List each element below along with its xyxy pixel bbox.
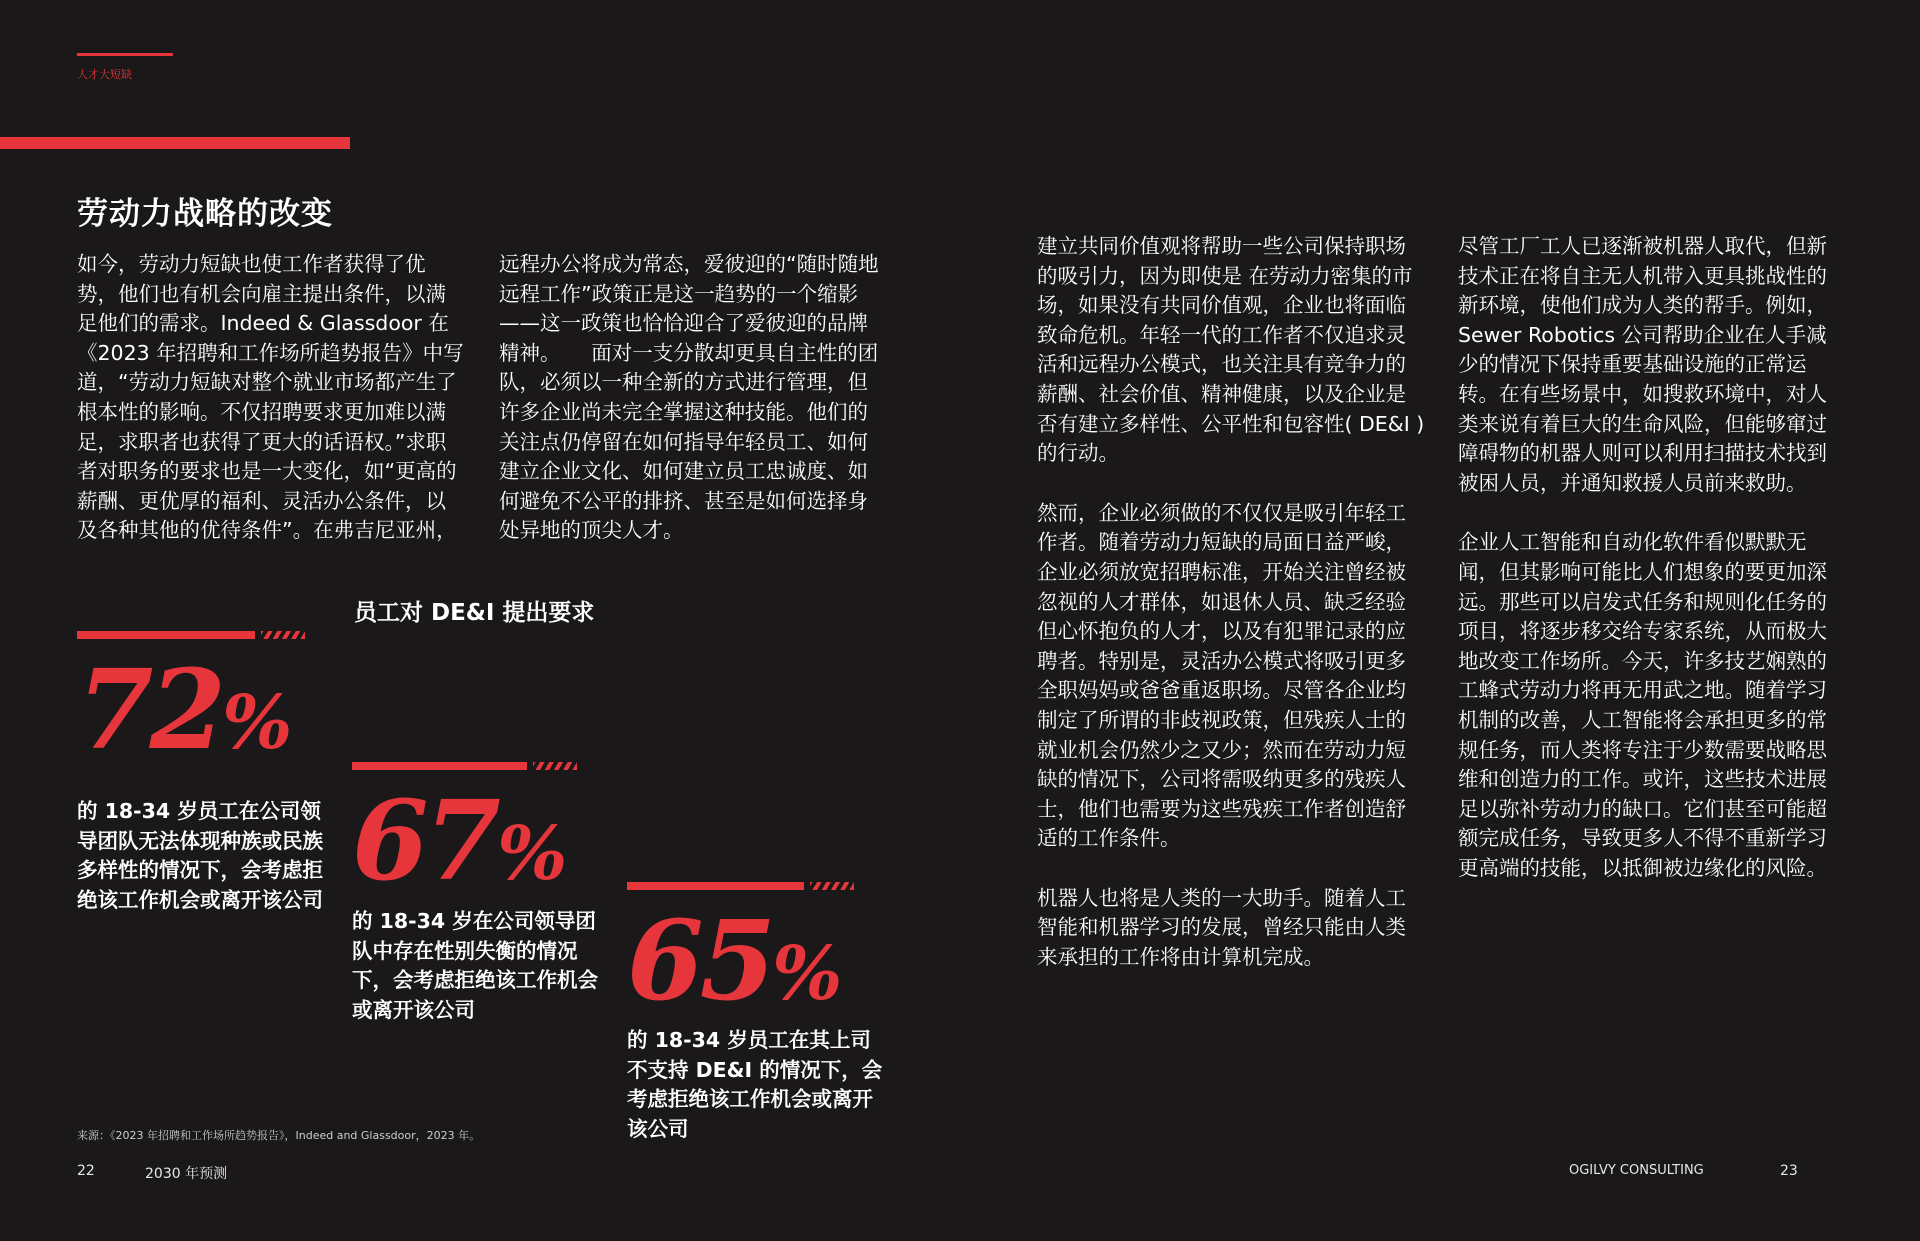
right-column-3 — [1037, 232, 1425, 973]
right-col3-paragraph: 然而，企业必须做的不仅仅是吸引年轻工作者。随着劳动力短缺的局面日益严峻，企业必须放宽招聘标准，开始关注曾经被忽视的人才群体，如退休人员、缺乏经验但心怀抱负的人才，以及有犯罪记录的应聘者。特别是，灵活办公模式将吸引更多全职妈妈或爸爸重返职场。尽管各企业均制定了所谓的非歧视政策，但残疾人士的就业机会仍然少之又少；然而在劳动力短缺的情况下，公司将需吸纳更多的残疾人士，他们也需要为这些残疾工作者创造舒适的工作条件。 — [1037, 500, 1406, 851]
page-title: 劳动力战略的改变 — [77, 196, 333, 232]
stat-1-description: 的 18-34 岁员工在公司领导团队无法体现种族或民族多样性的情况下，会考虑拒绝该工作机会或离开该公司 — [77, 799, 323, 912]
left-footer-title: 2030 年预测 — [145, 1166, 228, 1182]
source-note: 来源：《2023 年招聘和工作场所趋势报告》，Indeed and Glassdoor，2023 年。 — [77, 1129, 481, 1142]
stat-1-number: 72% — [77, 645, 293, 774]
stats-heading: 员工对 DE&I 提出要求 — [354, 600, 595, 626]
stat-2-bar — [352, 762, 577, 770]
stat-3-description: 的 18-34 岁员工在其上司不支持 DE&I 的情况下，会考虑拒绝该工作机会或离开该公司 — [627, 1028, 883, 1141]
section-label: 人才大短缺 — [77, 68, 132, 81]
left-page-number: 22 — [77, 1163, 95, 1179]
right-col3-paragraph: 建立共同价值观将帮助一些公司保持职场的吸引力，因为即使是 在劳动力密集的市场，如果没有共同价值观，企业也将面临致命危机。年轻一代的工作者不仅追求灵活和远程办公模式，也关注具有竞争力的薪酬、社会价值、精神健康，以及企业是否有建立多样性、公平性和包容性( DE&I )的行动。 — [1037, 234, 1425, 466]
right-col4-paragraph: 尽管工厂工人已逐渐被机器人取代，但新技术正在将自主无人机带入更具挑战性的新环境，使他们成为人类的帮手。例如，Sewer Robotics 公司帮助企业在人手减少的情况下保持重要基础设施的正常运转。在有些场景中，如搜救环境中，对人类来说有着巨大的生命风险，但能够窜过障碍物的机器人则可以利用扫描技术找到被困人员，并通知救援人员前来救助。 — [1458, 234, 1827, 495]
right-page-number: 23 — [1780, 1163, 1798, 1179]
header-accent-line — [77, 53, 173, 56]
stat-3-number: 65% — [627, 896, 843, 1025]
left-column-2: 远程办公将成为常态，爱彼迎的“随时随地远程工作”政策正是这一趋势的一个缩影——这一政策也恰恰迎合了爱彼迎的品牌精神。 面对一支分散却更具自主性的团队，必须以一种全新的方式进行管理，但许多企业尚未完全掌握这种技能。他们的关注点仍停留在如何指导年轻员工、如何建立企业文化、如何建立员工忠诚度、如何避免不公平的排挤、甚至是如何选择身处异地的顶尖人才。 — [499, 252, 879, 543]
stat-1-bar — [77, 631, 305, 639]
stat-3-bar — [627, 882, 854, 890]
stat-2-number: 67% — [352, 776, 568, 905]
right-footer-brand: OGILVY CONSULTING — [1569, 1163, 1704, 1178]
right-col4-paragraph: 企业人工智能和自动化软件看似默默无闻，但其影响可能比人们想象的要更加深远。那些可以启发式任务和规则化任务的项目，将逐步移交给专家系统，从而极大地改变工作场所。今天，许多技艺娴熟的工蜂式劳动力将再无用武之地。随着学习机制的改善，人工智能将会承担更多的常规任务，而人类将专注于少数需要战略思维和创造力的工作。或许，这些技术进展足以弥补劳动力的缺口。它们甚至可能超额完成任务，导致更多人不得不重新学习更高端的技能，以抵御被边缘化的风险。 — [1458, 530, 1827, 880]
right-column-4 — [1458, 232, 1846, 883]
left-column-1: 如今，劳动力短缺也使工作者获得了优势，他们也有机会向雇主提出条件，以满足他们的需求。Indeed & Glassdoor 在《2023 年招聘和工作场所趋势报告》中写道，“劳动力短缺对整个就业市场都产生了根本性的影响。不仅招聘要求更加难以满足，求职者也获得了更大的话语权。”求职者对职务的要求也是一大变化，如“更高的薪酬、更优厚的福利、灵活办公条件，以及各种其他的优待条件”。在弗吉尼亚州， — [77, 252, 464, 543]
stat-2-description: 的 18-34 岁在公司领导团队中存在性别失衡的情况下，会考虑拒绝该工作机会或离开该公司 — [352, 909, 598, 1022]
title-accent-bar — [0, 137, 350, 149]
right-col3-paragraph: 机器人也将是人类的一大助手。随着人工智能和机器学习的发展，曾经只能由人类来承担的工作将由计算机完成。 — [1037, 885, 1406, 970]
